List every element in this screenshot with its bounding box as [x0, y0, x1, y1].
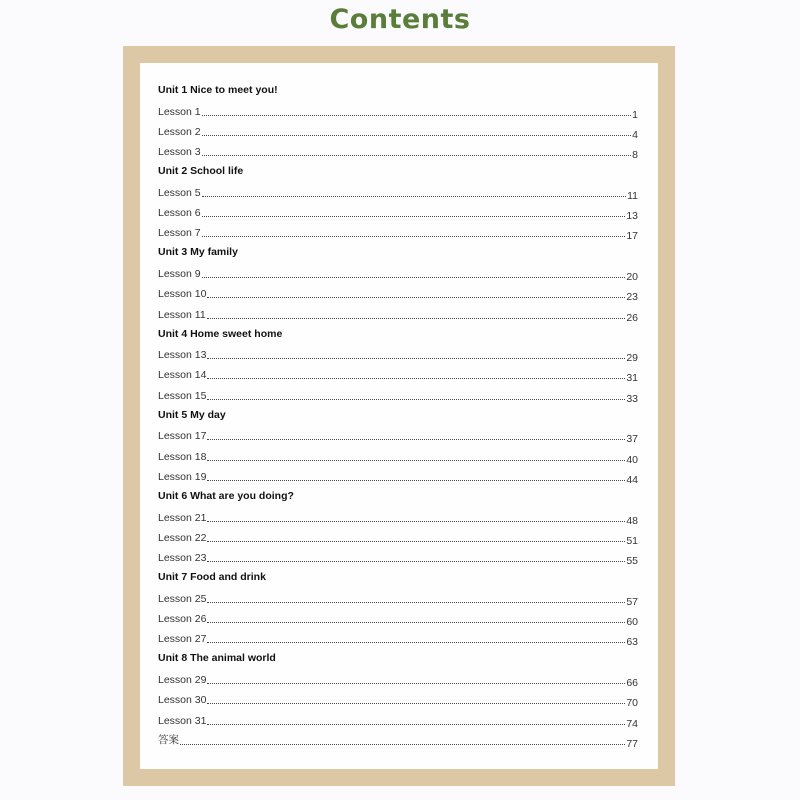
toc-entry[interactable]	[158, 222, 638, 242]
toc-entry[interactable]	[158, 466, 638, 486]
toc-entry[interactable]	[158, 709, 638, 729]
dot-leader	[207, 297, 625, 298]
page-number: 23	[626, 291, 638, 304]
page-number: 17	[626, 230, 638, 243]
page-number: 63	[626, 636, 638, 649]
page-number: 33	[626, 392, 638, 405]
dot-leader	[207, 642, 625, 643]
toc-entry[interactable]	[158, 202, 638, 222]
lesson-label: Lesson 18	[158, 450, 207, 463]
page-number: 4	[632, 128, 638, 141]
toc-entry[interactable]	[158, 121, 638, 141]
dot-leader	[207, 622, 625, 623]
toc-entry[interactable]	[158, 344, 638, 364]
lesson-label: Lesson 25	[158, 592, 207, 605]
unit-heading: Unit 3 My family	[158, 246, 238, 259]
page-number: 11	[627, 189, 638, 202]
lesson-label: Lesson 3	[158, 146, 201, 159]
dot-leader	[180, 744, 625, 745]
dot-leader	[207, 378, 625, 379]
dot-leader	[207, 561, 625, 562]
page-number: 60	[626, 616, 638, 629]
page-number: 44	[626, 473, 638, 486]
toc-entry[interactable]	[158, 689, 638, 709]
page-number: 20	[626, 270, 638, 283]
unit-heading: Unit 2 School life	[158, 165, 244, 178]
unit-heading: Unit 5 My day	[158, 408, 226, 421]
toc-entry[interactable]	[158, 527, 638, 547]
unit-heading: Unit 4 Home sweet home	[158, 327, 283, 340]
lesson-label: Lesson 29	[158, 673, 207, 686]
lesson-label: Lesson 13	[158, 349, 207, 362]
toc-entry[interactable]	[158, 384, 638, 404]
lesson-label: Lesson 11	[158, 308, 206, 321]
page-number: 51	[626, 534, 638, 547]
lesson-label: Lesson 15	[158, 389, 207, 402]
dot-leader	[207, 460, 625, 461]
table-of-contents	[158, 80, 638, 750]
dot-leader	[207, 399, 625, 400]
toc-entry[interactable]	[158, 364, 638, 384]
dot-leader	[207, 358, 625, 359]
toc-entry[interactable]	[158, 100, 638, 120]
lesson-label: Lesson 31	[158, 714, 207, 727]
unit-heading: Unit 1 Nice to meet you!	[158, 84, 278, 96]
page-number: 1	[632, 108, 638, 121]
page-number: 31	[626, 372, 638, 385]
toc-entry[interactable]	[158, 587, 638, 607]
lesson-label: Lesson 7	[158, 227, 201, 240]
dot-leader	[202, 155, 632, 156]
toc-entry[interactable]	[158, 181, 638, 201]
dot-leader	[207, 703, 625, 704]
page-number: 77	[626, 737, 638, 750]
dot-leader	[207, 480, 625, 481]
lesson-label: Lesson 6	[158, 207, 201, 220]
unit-heading: Unit 8 The animal world	[158, 652, 276, 665]
lesson-label: Lesson 9	[158, 267, 201, 280]
unit-heading: Unit 7 Food and drink	[158, 571, 266, 584]
toc-entry[interactable]	[158, 669, 638, 689]
toc-entry[interactable]	[158, 425, 638, 445]
page-number: 26	[626, 311, 638, 324]
dot-leader	[207, 683, 625, 684]
dot-leader	[202, 135, 632, 136]
dot-leader	[207, 724, 625, 725]
toc-entry[interactable]	[158, 628, 638, 648]
toc-entry[interactable]	[158, 547, 638, 567]
page-number: 74	[626, 717, 638, 730]
lesson-label: Lesson 19	[158, 470, 207, 483]
toc-entry[interactable]	[158, 283, 638, 303]
lesson-label: Lesson 17	[158, 430, 207, 443]
page-number: 40	[626, 453, 638, 466]
lesson-label: Lesson 30	[158, 694, 207, 707]
dot-leader	[202, 115, 632, 116]
page-number: 57	[626, 595, 638, 608]
toc-entry-answers[interactable]	[158, 730, 638, 750]
dot-leader	[202, 216, 626, 217]
page-number: 55	[626, 555, 638, 568]
page-number: 48	[626, 514, 638, 527]
lesson-label: Lesson 10	[158, 288, 207, 301]
lesson-label: Lesson 21	[158, 511, 207, 524]
toc-entry[interactable]	[158, 263, 638, 283]
toc-entry[interactable]	[158, 303, 638, 323]
dot-leader	[207, 541, 625, 542]
lesson-label: Lesson 1	[158, 105, 201, 118]
answers-label: 答案	[158, 733, 179, 746]
dot-leader	[207, 439, 625, 440]
lesson-label: Lesson 5	[158, 186, 201, 199]
page-number: 29	[626, 352, 638, 365]
dot-leader	[202, 277, 626, 278]
lesson-label: Lesson 2	[158, 125, 201, 138]
dot-leader	[207, 521, 625, 522]
unit-heading: Unit 6 What are you doing?	[158, 489, 294, 502]
toc-entry[interactable]	[158, 506, 638, 526]
page-number: 8	[632, 149, 638, 162]
page-number: 70	[626, 697, 638, 710]
page-number: 66	[626, 676, 638, 689]
dot-leader	[202, 236, 626, 237]
lesson-label: Lesson 23	[158, 552, 207, 565]
dot-leader	[207, 602, 625, 603]
dot-leader	[207, 318, 626, 319]
lesson-label: Lesson 27	[158, 633, 207, 646]
lesson-label: Lesson 26	[158, 613, 207, 626]
page-number: 37	[626, 433, 638, 446]
dot-leader	[202, 196, 626, 197]
toc-entry[interactable]	[158, 608, 638, 628]
page-title: Contents	[329, 4, 471, 35]
lesson-label: Lesson 14	[158, 369, 207, 382]
toc-entry[interactable]	[158, 445, 638, 465]
toc-entry[interactable]	[158, 141, 638, 161]
lesson-label: Lesson 22	[158, 531, 207, 544]
page-number: 13	[626, 210, 638, 223]
